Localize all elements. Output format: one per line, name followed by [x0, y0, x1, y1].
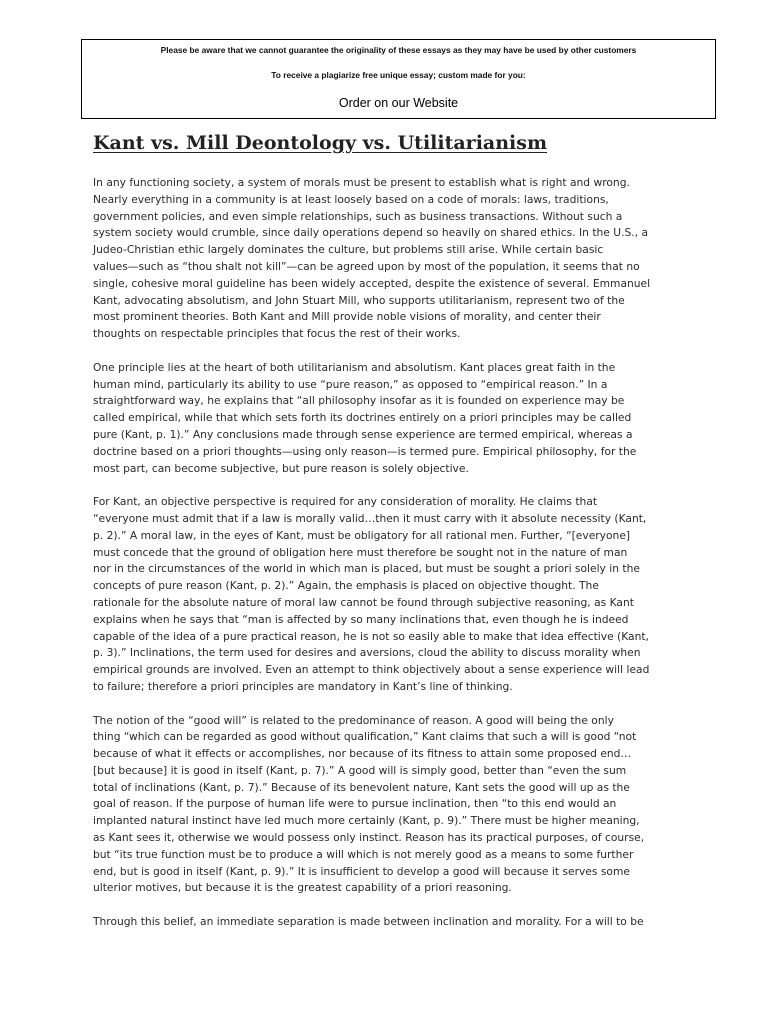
paragraph-line: thing “which can be regarded as good without qualification,” Kant claims that such a will is good “not: [93, 730, 637, 744]
paragraph-line: values—such as “thou shalt not kill”—can be agreed upon by most of the population, it seems that no: [93, 259, 640, 273]
paragraph-line: end, but is good in itself (Kant, p. 9).” It is insufficient to develop a good will because it serves some: [93, 864, 630, 878]
paragraph-line: p. 2).” A moral law, in the eyes of Kant, must be obligatory for all rational men. Further, “[everyone]: [93, 528, 631, 542]
paragraph-line: human mind, particularly its ability to use “pure reason,” as opposed to “empirical reason.” In a: [93, 377, 608, 391]
paragraph-line: Through this belief, an immediate separation is made between inclination and morality. For a will to be: [93, 915, 644, 929]
paragraph-line: Kant, advocating absolutism, and John Stuart Mill, who supports utilitarianism, represent two of the: [93, 293, 625, 307]
paragraph-line: system society would crumble, since daily operations depend so heavily on shared ethics. In the U.S., a: [93, 226, 649, 240]
essay-paragraph-1: [93, 175, 676, 343]
paragraph-line: government policies, and even simple relationships, such as business transactions. Without such a: [93, 209, 623, 223]
paragraph-line: must concede that the ground of obligation here must therefore be sought not in the nature of man: [93, 545, 628, 559]
paragraph-line: implanted natural instinct have led much more certainly (Kant, p. 9).” There must be higher meaning,: [93, 814, 640, 828]
paragraph-line: most prominent theories. Both Kant and Mill provide noble visions of morality, and center their: [93, 310, 601, 324]
paragraph-line: explains when he says that “man is affected by so many inclinations that, even though he is indeed: [93, 612, 629, 626]
essay-title: Kant vs. Mill Deontology vs. Utilitarianism: [93, 132, 548, 154]
paragraph-line: goal of reason. If the purpose of human life were to pursue inclination, then “to this end would an: [93, 797, 617, 811]
essay-paragraph-2: [93, 360, 676, 478]
paragraph-line: doctrine based on a priori thoughts—using only reason—is termed pure. Empirical philosophy, for the: [93, 444, 637, 458]
paragraph-line: concepts of pure reason (Kant, p. 2).” Again, the emphasis is placed on objective thought. The: [93, 579, 599, 593]
paragraph-line: thoughts on respectable principles that focus the rest of their works.: [93, 327, 461, 341]
paragraph-line: because of what it effects or accomplishes, nor because of its fitness to attain some proposed end…: [93, 747, 632, 761]
originality-notice-box: [81, 39, 716, 119]
paragraph-line: to failure; therefore a priori principles are mandatory in Kant’s line of thinking.: [93, 679, 513, 693]
paragraph-line: as Kant sees it, otherwise we would possess only instinct. Reason has its practical purposes, of course,: [93, 831, 645, 845]
paragraph-line: [but because] it is good in itself (Kant, p. 7).” A good will is simply good, better than “even the sum: [93, 763, 627, 777]
paragraph-line: “everyone must admit that if a law is morally valid…then it must carry with it absolute necessity (Kant,: [93, 511, 647, 525]
paragraph-line: ulterior motives, but because it is the greatest capability of a priori reasoning.: [93, 881, 512, 895]
essay-body: [93, 175, 676, 948]
paragraph-line: The notion of the “good will” is related to the predominance of reason. A good will being the only: [93, 713, 614, 727]
paragraph-line: single, cohesive moral guideline has been widely accepted, despite the existence of several. Emmanuel: [93, 276, 651, 290]
order-website-link[interactable]: Order on our Website: [338, 96, 459, 110]
paragraph-line: straightforward way, he explains that “all philosophy insofar as it is founded on experience may be: [93, 394, 625, 408]
paragraph-line: rationale for the absolute nature of moral law cannot be found through subjective reasoning, as Kant: [93, 595, 634, 609]
paragraph-line: pure (Kant, p. 1).” Any conclusions made through sense experience are termed empirical, whereas a: [93, 427, 633, 441]
paragraph-line: called empirical, while that which sets forth its doctrines entirely on a priori principles may be called: [93, 411, 632, 425]
paragraph-line: capable of the idea of a pure practical reason, he is not so easily able to make that idea effective (Kant,: [93, 629, 649, 643]
paragraph-line: total of inclinations (Kant, p. 7).” Because of its benevolent nature, Kant sets the good will up as the: [93, 780, 630, 794]
paragraph-line: p. 3).” Inclinations, the term used for desires and aversions, cloud the ability to discuss morality when: [93, 646, 641, 660]
paragraph-line: Judeo-Christian ethic largely dominates the culture, but problems still arise. While certain basic: [93, 243, 604, 257]
paragraph-line: nor in the circumstances of the world in which man is placed, but must be sought a priori solely in the: [93, 562, 640, 576]
paragraph-line: One principle lies at the heart of both utilitarianism and absolutism. Kant places great faith in the: [93, 360, 616, 374]
paragraph-line: For Kant, an objective perspective is required for any consideration of morality. He claims that: [93, 495, 598, 509]
paragraph-line: empirical grounds are involved. Even an attempt to think objectively about a sense experience will lead: [93, 663, 650, 677]
paragraph-line: but “its true function must be to produce a will which is not merely good as a means to some further: [93, 847, 634, 861]
paragraph-line: Nearly everything in a community is at least loosely based on a code of morals: laws, traditions,: [93, 192, 609, 206]
paragraph-line: In any functioning society, a system of morals must be present to establish what is right and wrong.: [93, 176, 630, 189]
essay-paragraph-3: [93, 494, 676, 696]
paragraph-line: most part, can become subjective, but pure reason is solely objective.: [93, 461, 469, 475]
originality-warning-text: Please be aware that we cannot guarantee the originality of these essays as they may have be used by other customers: [160, 45, 637, 55]
essay-paragraph-5: [93, 914, 676, 931]
essay-paragraph-4: [93, 713, 676, 898]
custom-essay-prompt: To receive a plagiarize free unique essay; custom made for you:: [271, 70, 526, 80]
